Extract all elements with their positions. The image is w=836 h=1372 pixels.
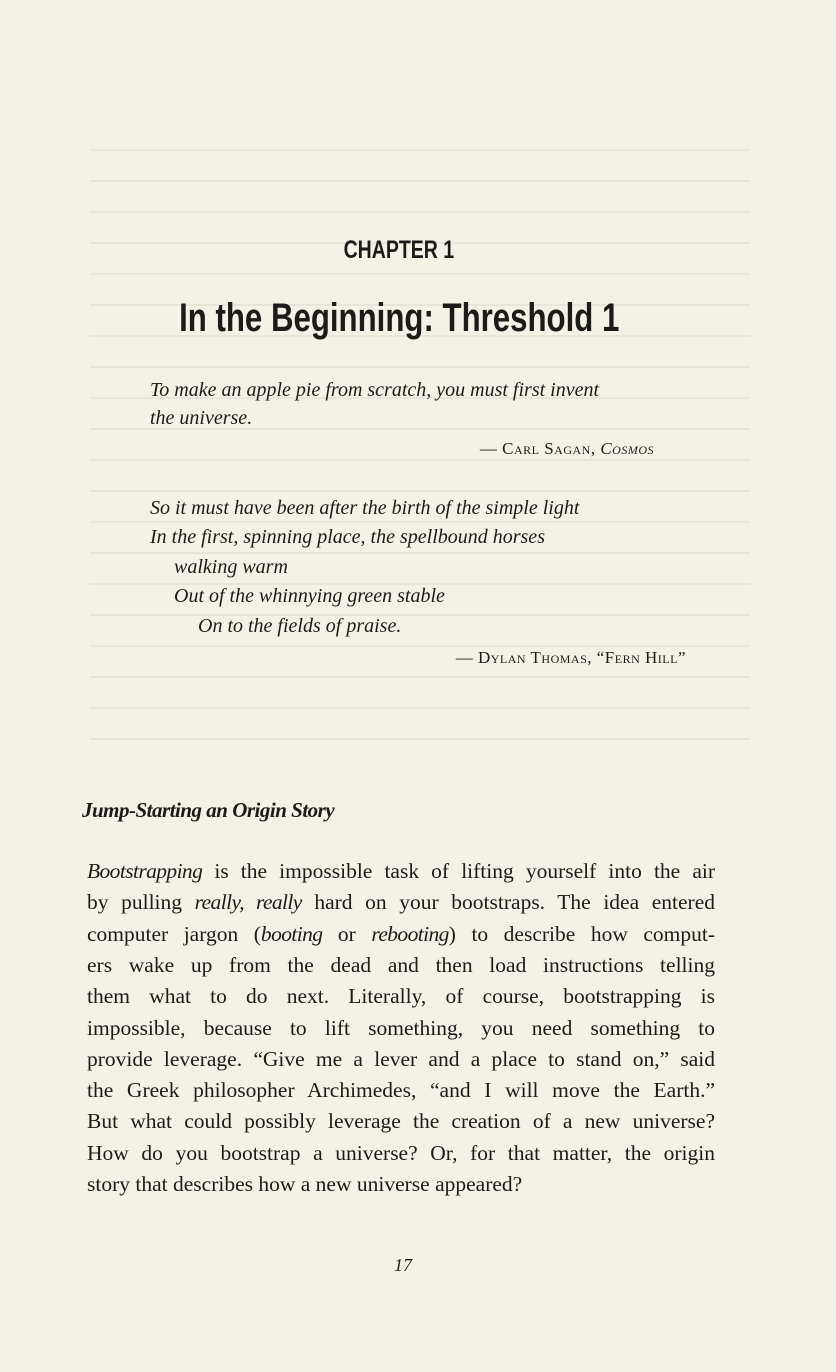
body-line — [87, 984, 715, 1009]
bleed-through-texture — [90, 120, 750, 740]
epigraph-attribution: — Dylan Thomas, “Fern Hill” — [455, 648, 686, 667]
body-text: story that describes how a new universe appeared? — [87, 1172, 523, 1196]
body-text: is the impossible task of lifting yourself into the air — [202, 859, 715, 883]
section-heading: Jump-Starting an Origin Story — [82, 798, 335, 822]
body-text: the Greek philosopher Archimedes, “and I will move the Earth.” — [87, 1078, 715, 1103]
chapter-label — [0, 236, 798, 265]
body-text: How do you bootstrap a universe? Or, for that matter, the origin — [87, 1140, 715, 1165]
epigraph-line: To make an apple pie from scratch, you must first invent — [150, 379, 600, 401]
body-line — [87, 953, 715, 978]
body-text: computer jargon ( — [87, 921, 261, 946]
body-text: by pulling — [87, 890, 195, 915]
body-text: hard on your bootstraps. The idea entered — [301, 890, 715, 915]
chapter-title — [0, 296, 798, 341]
attribution-work: Cosmos — [600, 439, 654, 458]
body-text: But what could possibly leverage the creation of a new universe? — [87, 1109, 715, 1134]
poem-line: In the first, spinning place, the spellbound horses — [150, 526, 545, 548]
body-line — [87, 1016, 715, 1041]
body-line — [87, 890, 715, 915]
emphasis-text: booting — [260, 921, 323, 946]
body-text: or — [322, 921, 372, 946]
page-number: 17 — [394, 1255, 412, 1275]
attribution-author: — Carl Sagan, — [479, 439, 601, 458]
poem-line: So it must have been after the birth of the simple light — [150, 497, 580, 519]
body-text: provide leverage. “Give me a lever and a place to stand on,” said — [87, 1046, 715, 1071]
body-text: them what to do next. Literally, of course, bootstrapping is — [87, 984, 715, 1009]
body-text: ers wake up from the dead and then load instructions telling — [87, 952, 715, 977]
emphasis-text: really, really — [194, 890, 302, 915]
body-line — [87, 1047, 715, 1072]
emphasis-text: rebooting — [371, 921, 449, 946]
body-text: ) to describe how comput- — [448, 921, 716, 946]
poem-line: Out of the whinnying green stable — [174, 585, 445, 607]
epigraph-line: the universe. — [150, 407, 253, 429]
body-text: impossible, because to lift something, you need something to — [87, 1015, 715, 1040]
chapter-title-text: In the Beginning: Threshold 1 — [178, 296, 620, 340]
body-line — [87, 922, 715, 947]
poem-line: walking warm — [174, 556, 288, 578]
body-line — [87, 1078, 715, 1103]
body-line — [87, 1141, 715, 1166]
body-line — [87, 859, 715, 884]
body-line — [87, 1172, 715, 1197]
body-line — [87, 1109, 715, 1134]
epigraph-attribution — [480, 439, 654, 459]
chapter-label-text: CHAPTER 1 — [343, 236, 455, 264]
poem-line: On to the fields of praise. — [198, 615, 402, 637]
emphasis-text: Bootstrapping — [87, 859, 203, 883]
